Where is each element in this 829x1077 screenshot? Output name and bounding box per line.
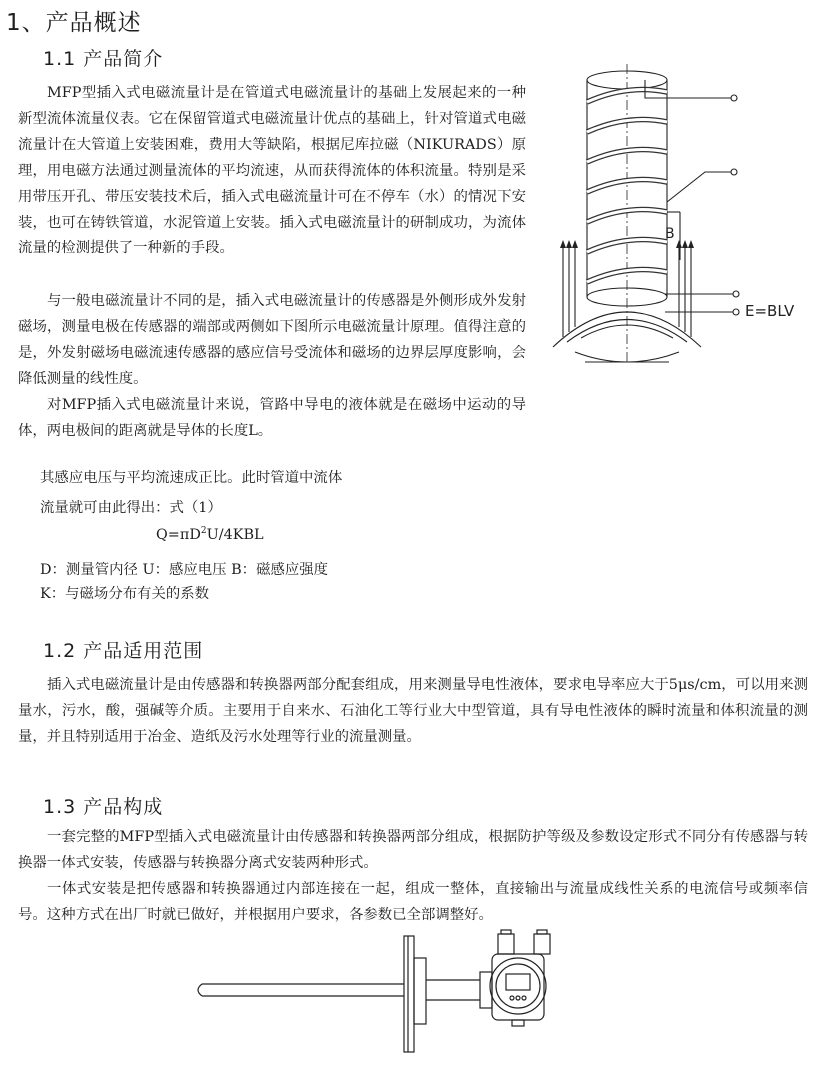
composition-paragraph-1: 一套完整的MFP型插入式电磁流量计由传感器和转换器两部分组成，根据防护等级及参数设定形式不同分有传感器与转换器一体式安装，传感器与转换器分离式安装两种形式。	[18, 829, 808, 871]
subsection-title-1-1: 1.1 产品简介	[43, 48, 164, 70]
composition-paragraph-2: 一体式安装是把传感器和转换器通过内部连接在一起，组成一整体，直接输出与流量成线性关系的电流信号或频率信号。这种方式在出厂时就已做好，并根据用户要求，各参数已全部调整好。	[18, 881, 808, 923]
product-drawing	[190, 928, 570, 1068]
intro-paragraph-2: 与一般电磁流量计不同的是，插入式电磁流量计的传感器是外侧形成外发射磁场，测量电极在传感器的端部或两侧如下图所示电磁流量计原理。值得注意的是，外发射磁场电磁流速传感器的感应信号受流体和磁场的边界层厚度影响，会降低测量的线性度。	[18, 293, 526, 387]
intro-paragraph-3: 对MFP插入式电磁流量计来说，管路中导电的液体就是在磁场中运动的导体，两电极间的距离就是导体的长度L。	[18, 397, 526, 439]
formula-legend-1: D：测量管内径 U：感应电压 B：磁感应强度	[40, 562, 329, 578]
subsection-title-1-2: 1.2 产品适用范围	[43, 640, 204, 662]
intro-paragraph-1: MFP型插入式电磁流量计是在管道式电磁流量计的基础上发展起来的一种新型流体流量仪表。它在保留管道式电磁流量计优点的基础上，针对管道式电磁流量计在大管道上安装困难，费用大等缺陷，根据尼库拉磁（NIKURADS）原理，用电磁方法通过测量流体的平均流速，从而获得流体的体积流量。特别是采用带压开孔、带压安装技术后，插入式电磁流量计可在不停车（水）的情况下安装，也可在铸铁管道，水泥管道上安装。插入式电磁流量计的研制成功，为流体流量的检测提供了一种新的手段。	[18, 85, 526, 257]
voltage-statement: 其感应电压与平均流速成正比。此时管道中流体	[40, 470, 343, 486]
formula-legend-2: K：与磁场分布有关的系数	[40, 586, 210, 602]
scope-paragraph: 插入式电磁流量计是由传感器和转换器两部分配套组成，用来测量导电性液体，要求电导率应大于5μs/cm，可以用来测量水，污水，酸，强碱等介质。主要用于自来水、石油化工等行业大中型管道，具有导电性液体的瞬时流量和体积流量的测量，并且特别适用于冶金、造纸及污水处理等行业的流量测量。	[18, 677, 808, 745]
label-e: E=BLV	[745, 302, 795, 320]
principle-diagram	[545, 62, 825, 372]
subsection-title-1-3: 1.3 产品构成	[43, 796, 164, 818]
flow-formula: $Q=\pi D^2U/4KBL$	[156, 526, 264, 543]
label-b: B	[665, 226, 675, 242]
section-heading: 1、产品概述	[6, 10, 142, 36]
flow-statement: 流量就可由此得出：式（1）	[40, 500, 222, 516]
